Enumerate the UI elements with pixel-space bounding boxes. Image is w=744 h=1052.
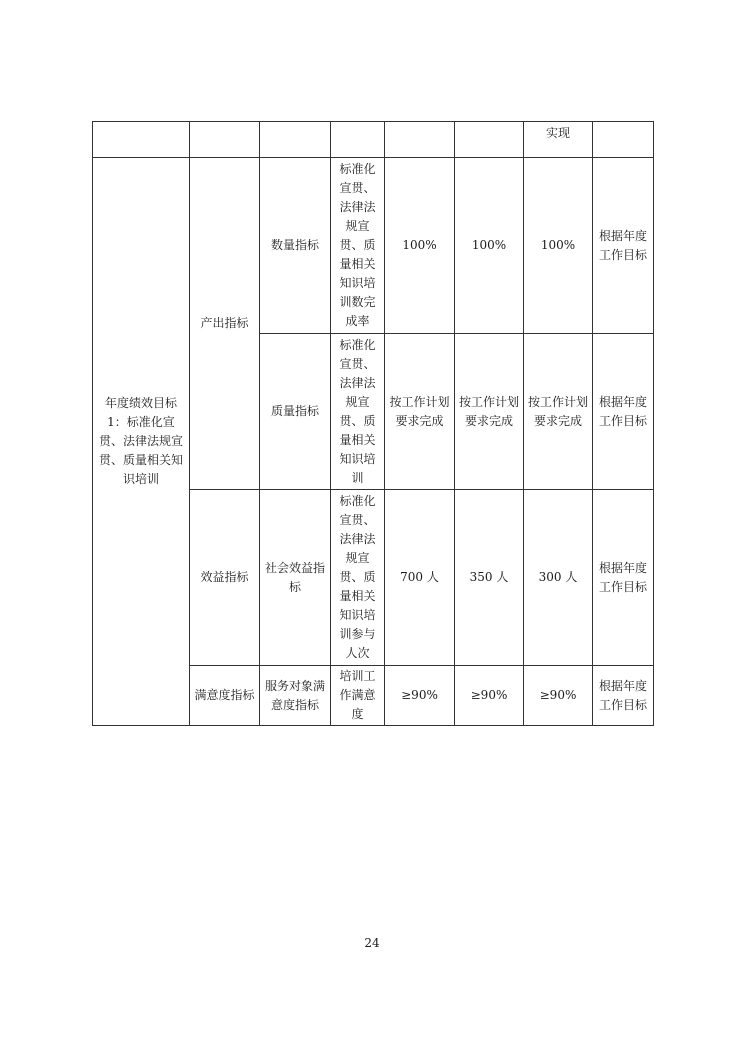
header-cell <box>190 122 260 158</box>
value-cell: 700 人 <box>385 490 455 666</box>
indicator-name-cell: 标准化宣贯、法律法规宣贯、质量相关知识培训 <box>331 334 385 490</box>
value-cell: 350 人 <box>455 490 524 666</box>
header-cell <box>93 122 190 158</box>
sub-indicator-cell: 服务对象满意度指标 <box>260 666 331 726</box>
value-cell: 100% <box>524 158 593 334</box>
sub-indicator-cell: 社会效益指标 <box>260 490 331 666</box>
header-cell <box>593 122 654 158</box>
benefit-indicator-cell: 效益指标 <box>190 490 260 666</box>
sub-indicator-cell: 数量指标 <box>260 158 331 334</box>
header-cell-achieved: 实现 <box>524 122 593 158</box>
value-cell: ≥90% <box>455 666 524 726</box>
value-cell: 按工作计划要求完成 <box>385 334 455 490</box>
header-cell <box>385 122 455 158</box>
value-cell: ≥90% <box>524 666 593 726</box>
value-cell: 按工作计划要求完成 <box>455 334 524 490</box>
indicator-name-cell: 标准化宣贯、法律法规宣贯、质量相关知识培训参与人次 <box>331 490 385 666</box>
output-indicator-cell: 产出指标 <box>190 158 260 490</box>
indicator-name-cell: 培训工作满意度 <box>331 666 385 726</box>
header-row <box>93 122 654 158</box>
header-cell <box>455 122 524 158</box>
basis-cell: 根据年度工作目标 <box>593 334 654 490</box>
performance-table <box>92 121 654 726</box>
page-number: 24 <box>364 936 380 950</box>
value-cell: 100% <box>455 158 524 334</box>
header-cell <box>260 122 331 158</box>
satisfaction-indicator-cell: 满意度指标 <box>190 666 260 726</box>
value-cell: 100% <box>385 158 455 334</box>
sub-indicator-cell: 质量指标 <box>260 334 331 490</box>
value-cell: 按工作计划要求完成 <box>524 334 593 490</box>
value-cell: 300 人 <box>524 490 593 666</box>
header-cell <box>331 122 385 158</box>
basis-cell: 根据年度工作目标 <box>593 158 654 334</box>
table-row <box>93 158 654 334</box>
basis-cell: 根据年度工作目标 <box>593 666 654 726</box>
annual-goal-cell: 年度绩效目标1：标准化宣贯、法律法规宣贯、质量相关知识培训 <box>93 158 190 726</box>
indicator-name-cell: 标准化宣贯、法律法规宣贯、质量相关知识培训数完成率 <box>331 158 385 334</box>
value-cell: ≥90% <box>385 666 455 726</box>
basis-cell: 根据年度工作目标 <box>593 490 654 666</box>
